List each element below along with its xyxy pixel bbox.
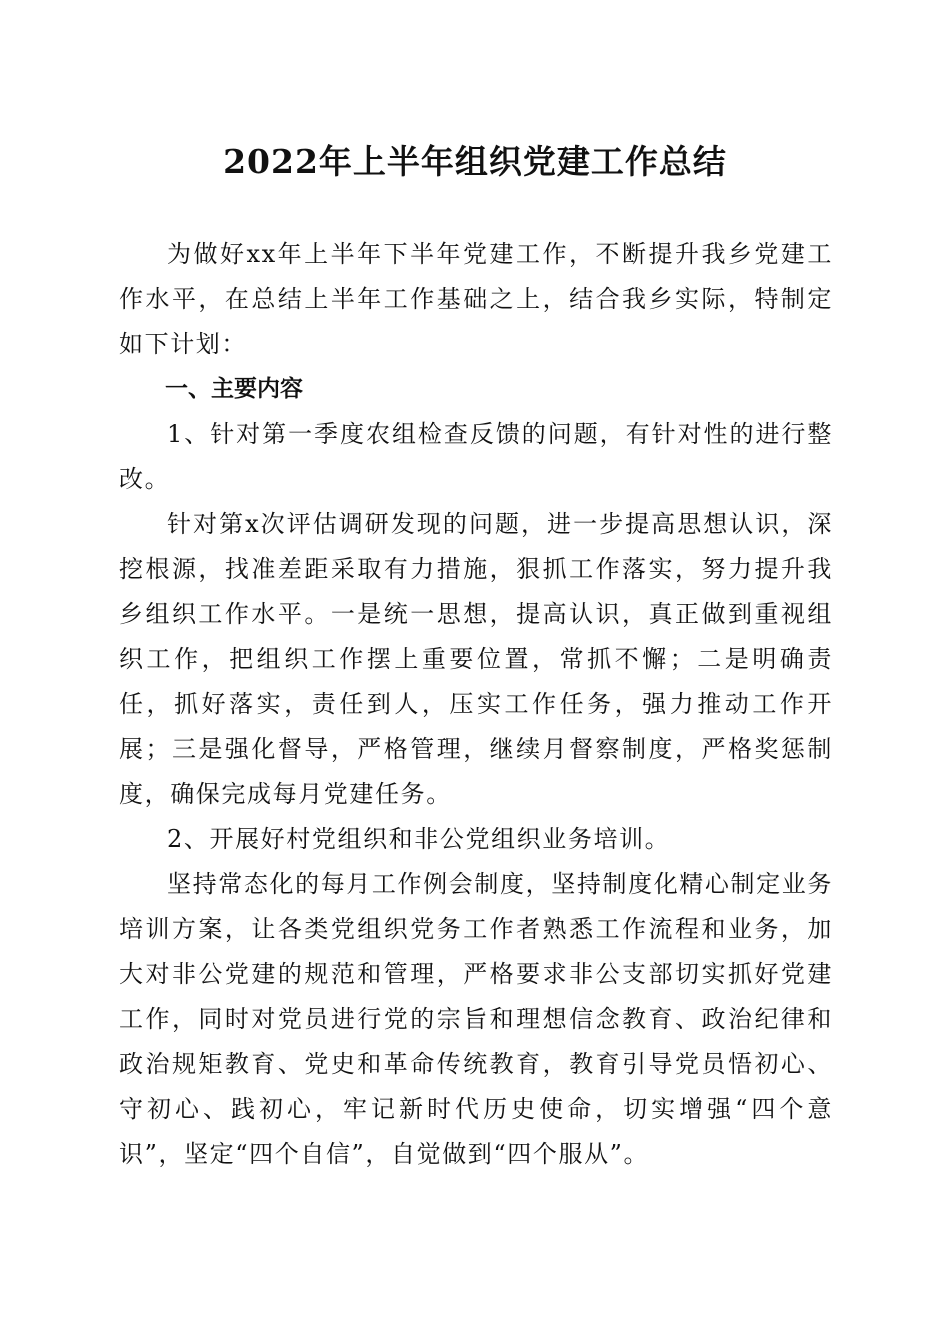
item1-heading: 1、针对第一季度农组检查反馈的问题，有针对性的进行整改。 [119, 420, 833, 493]
item2-heading: 2、开展好村党组织和非公党组织业务培训。 [167, 825, 671, 853]
item2-paragraph: 坚持常态化的每月工作例会制度，坚持制度化精心制定业务培训方案，让各类党组织党务工作者熟悉工作流程和业务，加大对非公党建的规范和管理，严格要求非公支部切实抓好党建工作，同时对党员进行党的宗旨和理想信念教育、政治纪律和政治规矩教育、党史和革命传统教育，教育引导党员悟初心、守初心、践初心，牢记新时代历史使命，切实增强“四个意识”，坚定“四个自信”，自觉做到“四个服从”。 [119, 870, 833, 1168]
document-title: 2022年上半年组织党建工作总结 [223, 142, 727, 181]
section-heading-main-content: 一、主要内容 [165, 376, 303, 402]
intro-paragraph: 为做好xx年上半年下半年党建工作，不断提升我乡党建工作水平，在总结上半年工作基础之上，结合我乡实际，特制定如下计划： [119, 240, 833, 358]
item1-paragraph: 针对第x次评估调研发现的问题，进一步提高思想认识，深挖根源，找准差距采取有力措施，狠抓工作落实，努力提升我乡组织工作水平。一是统一思想，提高认识，真正做到重视组织工作，把组织工作摆上重要位置，常抓不懈；二是明确责任，抓好落实，责任到人，压实工作任务，强力推动工作开展；三是强化督导，严格管理，继续月督察制度，严格奖惩制度，确保完成每月党建任务。 [119, 510, 833, 808]
document-body [119, 232, 833, 1177]
